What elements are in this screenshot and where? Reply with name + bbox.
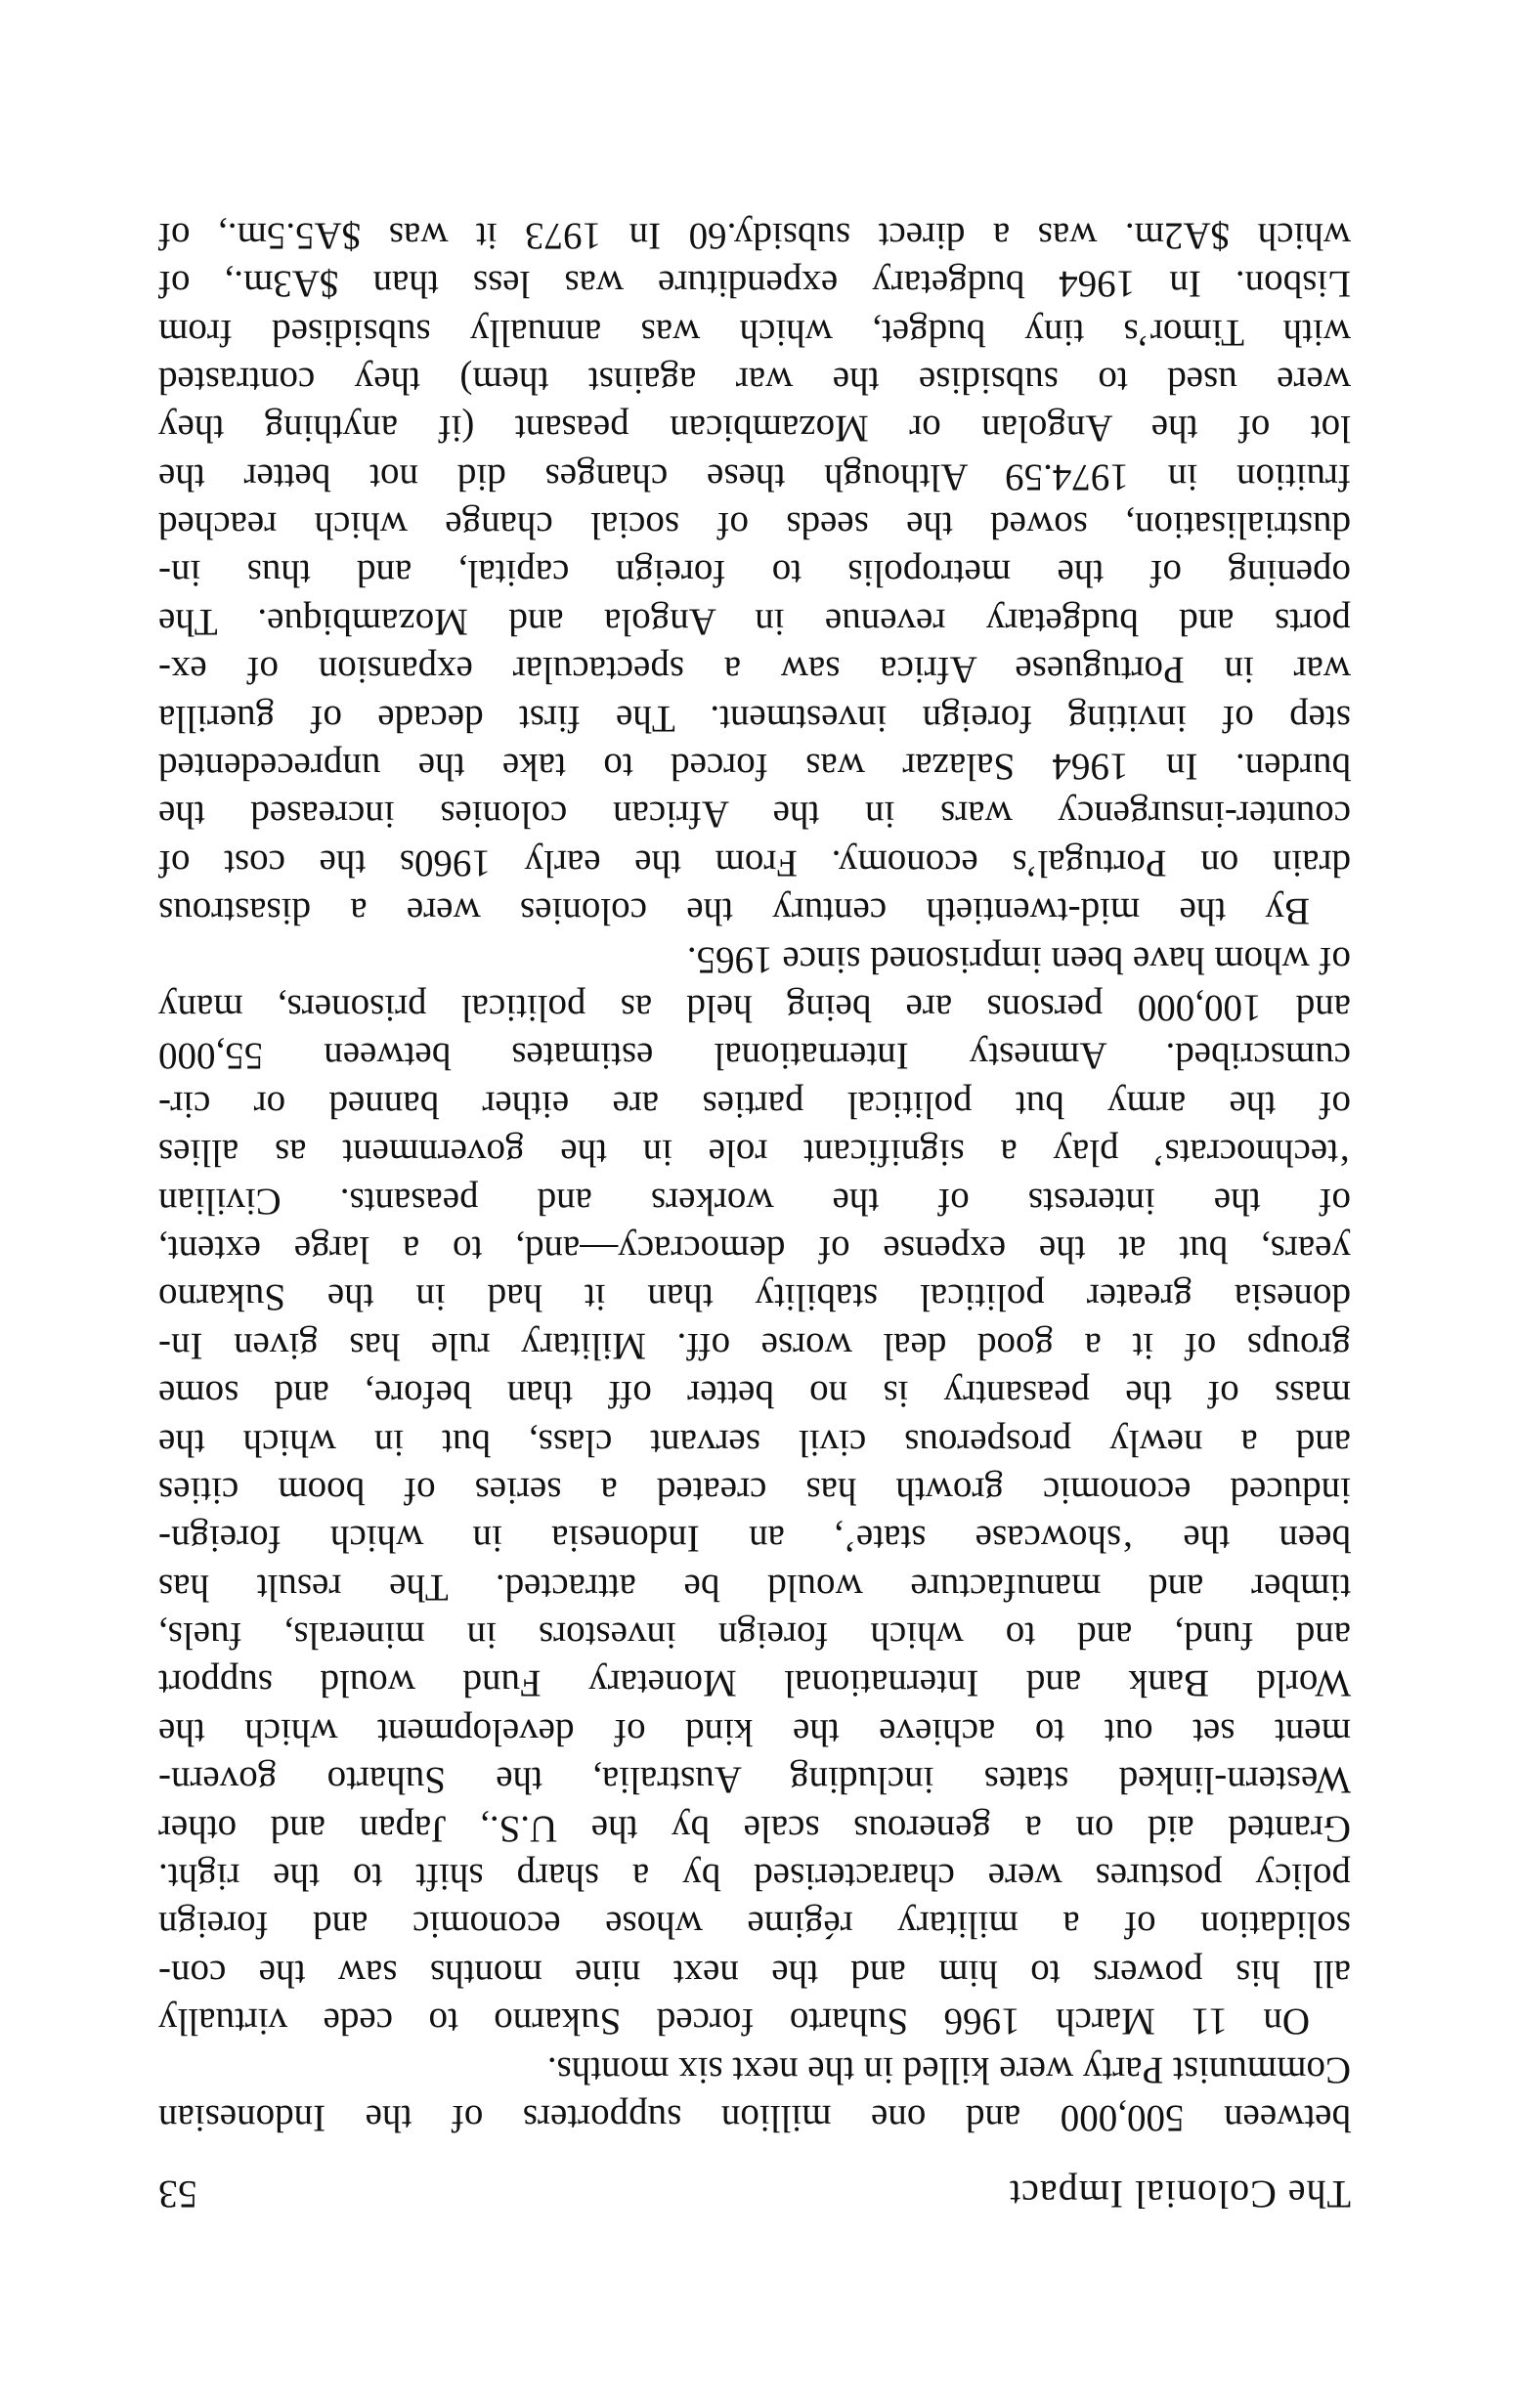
text-line: with Timor’s tiny budget, which was annually subsidised from <box>158 311 1351 354</box>
text-line: Lisbon. In 1964 budgetary expenditure was less than $A3m., of <box>158 263 1351 306</box>
body-text <box>158 211 1351 2142</box>
text-line: ports and budgetary revenue in Angola and Mozambique. The <box>158 600 1351 643</box>
text-line: groups of it a good deal worse off. Military rule has given In- <box>158 1324 1351 1367</box>
text-line: ‘technocrats’ play a significant role in the government as allies <box>158 1132 1351 1175</box>
text-line: of whom have been imprisoned since 1965. <box>686 938 1351 981</box>
text-line: donesia greater political stability than it had in the Sukarno <box>158 1276 1351 1319</box>
page-number: 53 <box>158 2172 197 2216</box>
text-line: of the interests of the workers and peasants. Civilian <box>158 1180 1351 1223</box>
text-line: Communist Party were killed in the next six months. <box>546 2048 1351 2091</box>
text-line: Granted aid on a generous scale by the U.S., Japan and other <box>158 1807 1351 1850</box>
text-line: were used to subsidise the war against them) they contrasted <box>158 359 1351 402</box>
text-line: World Bank and International Monetary Fund would support <box>158 1662 1351 1705</box>
text-line: and fund, and to which foreign investors in minerals, fuels, <box>158 1614 1351 1657</box>
text-line: been the ‘showcase state’, an Indonesia in which foreign- <box>158 1518 1351 1561</box>
text-line: of the army but political parties are either banned or cir- <box>158 1083 1351 1126</box>
text-line: counter-insurgency wars in the African colonies increased the <box>158 794 1351 837</box>
chapter-title: The Colonial Impact <box>1008 2172 1351 2216</box>
text-line: and a newly prosperous civil servant class, but in which the <box>158 1421 1351 1464</box>
text-line: By the mid-twentieth century the colonies were a disastrous <box>158 890 1310 933</box>
text-line: solidation of a military régime whose economic and foreign <box>158 1904 1351 1947</box>
text-line: timber and manufacture would be attracted. The result has <box>158 1566 1351 1609</box>
text-line: mass of the peasantry is no better off than before, and some <box>158 1373 1351 1416</box>
text-line: years, but at the expense of democracy—and, to a large extent, <box>158 1227 1351 1270</box>
text-line: induced economic growth has created a series of boom cities <box>158 1469 1351 1512</box>
text-line: and 100,000 persons are being held as political prisoners, many <box>158 987 1351 1030</box>
text-line: step of inviting foreign investment. The first decade of guerilla <box>158 697 1351 740</box>
text-line: Western-linked states including Australia, the Suharto govern- <box>158 1759 1351 1802</box>
text-line: lot of the Angolan or Mozambican peasant (if anything they <box>158 408 1351 451</box>
text-line: dustrialisation, sowed the seeds of social change which reached <box>158 504 1351 547</box>
text-line: war in Portuguese Africa saw a spectacular expansion of ex- <box>158 649 1351 692</box>
text-line: On 11 March 1966 Suharto forced Sukarno to cede virtually <box>158 2000 1310 2043</box>
text-line: between 500,000 and one million supporters of the Indonesian <box>158 2097 1351 2139</box>
running-head <box>158 2159 1351 2217</box>
text-line: which $A2m. was a direct subsidy.60 In 1973 it was $A5.5m., of <box>158 214 1351 257</box>
text-line: all his powers to him and the next nine months saw the con- <box>158 1952 1351 1995</box>
text-line: burden. In 1964 Salazar was forced to take the unprecedented <box>158 746 1351 789</box>
text-line: cumscribed. Amnesty International estimates between 55,000 <box>158 1035 1351 1078</box>
text-line: opening of the metropolis to foreign capital, and thus in- <box>158 552 1351 595</box>
text-line: policy postures were characterised by a sharp shift to the right. <box>158 1856 1351 1899</box>
text-line: drain on Portugal’s economy. From the early 1960s the cost of <box>158 841 1351 884</box>
text-line: fruition in 1974.59 Although these changes did not better the <box>158 455 1351 498</box>
text-line: ment set out to achieve the kind of development which the <box>158 1710 1351 1753</box>
